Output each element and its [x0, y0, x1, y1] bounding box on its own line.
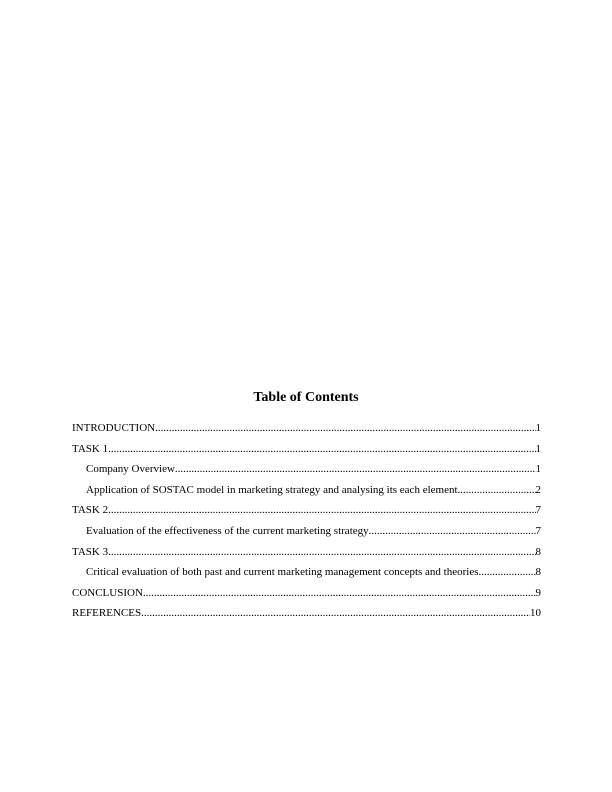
- toc-dot-leader: [175, 462, 536, 476]
- toc-dot-leader: [141, 606, 530, 620]
- toc-entry-page: 8: [535, 545, 541, 558]
- toc-entry-conclusion[interactable]: [72, 586, 541, 607]
- toc-entry-label: INTRODUCTION: [72, 422, 156, 434]
- toc-entry-concepts-evaluation[interactable]: [72, 565, 541, 586]
- toc-entry-company-overview[interactable]: [72, 462, 541, 483]
- toc-entry-label: Application of SOSTAC model in marketing strategy and analysing its each element: [86, 483, 458, 496]
- toc-dot-leader: [108, 442, 535, 456]
- toc-title: Table of Contents: [253, 390, 359, 405]
- toc-dot-leader: [479, 565, 536, 579]
- toc-entry-task-1[interactable]: [72, 442, 541, 463]
- toc-entry-page: 7: [535, 504, 541, 517]
- toc-entry-label: REFERENCES: [72, 607, 142, 620]
- toc-entry-page: 1: [535, 463, 541, 476]
- toc-entry-label: Evaluation of the effectiveness of the current marketing strategy: [86, 524, 369, 537]
- toc-entry-task-2[interactable]: [72, 503, 541, 524]
- toc-entry-page: 10: [530, 607, 541, 620]
- toc-entry-label: TASK 1: [72, 442, 109, 455]
- toc-entry-introduction[interactable]: [72, 421, 541, 442]
- toc-entry-page: 7: [535, 524, 541, 537]
- toc-entry-page: 8: [535, 566, 541, 579]
- toc-entry-page: 2: [535, 483, 541, 496]
- toc-entry-label: TASK 3: [72, 545, 109, 558]
- toc-entry-label: Company Overview: [86, 463, 175, 476]
- toc-entry-strategy-evaluation[interactable]: [72, 524, 541, 545]
- toc-dot-leader: [143, 586, 536, 600]
- toc-entry-label: Critical evaluation of both past and current marketing management concepts and theories: [86, 566, 479, 579]
- table-of-contents: [72, 421, 541, 627]
- toc-entry-label: TASK 2: [72, 504, 109, 517]
- toc-entry-task-3[interactable]: [72, 545, 541, 566]
- toc-dot-leader: [458, 483, 536, 497]
- toc-entry-references[interactable]: [72, 606, 541, 627]
- toc-dot-leader: [155, 421, 535, 435]
- toc-entry-sostac-application[interactable]: [72, 483, 541, 504]
- toc-dot-leader: [108, 545, 535, 559]
- toc-dot-leader: [369, 524, 536, 538]
- toc-entry-page: 9: [535, 586, 541, 599]
- toc-dot-leader: [108, 503, 535, 517]
- toc-entry-label: CONCLUSION: [72, 586, 143, 599]
- toc-entry-page: 1: [535, 442, 541, 455]
- toc-entry-page: 1: [535, 422, 541, 434]
